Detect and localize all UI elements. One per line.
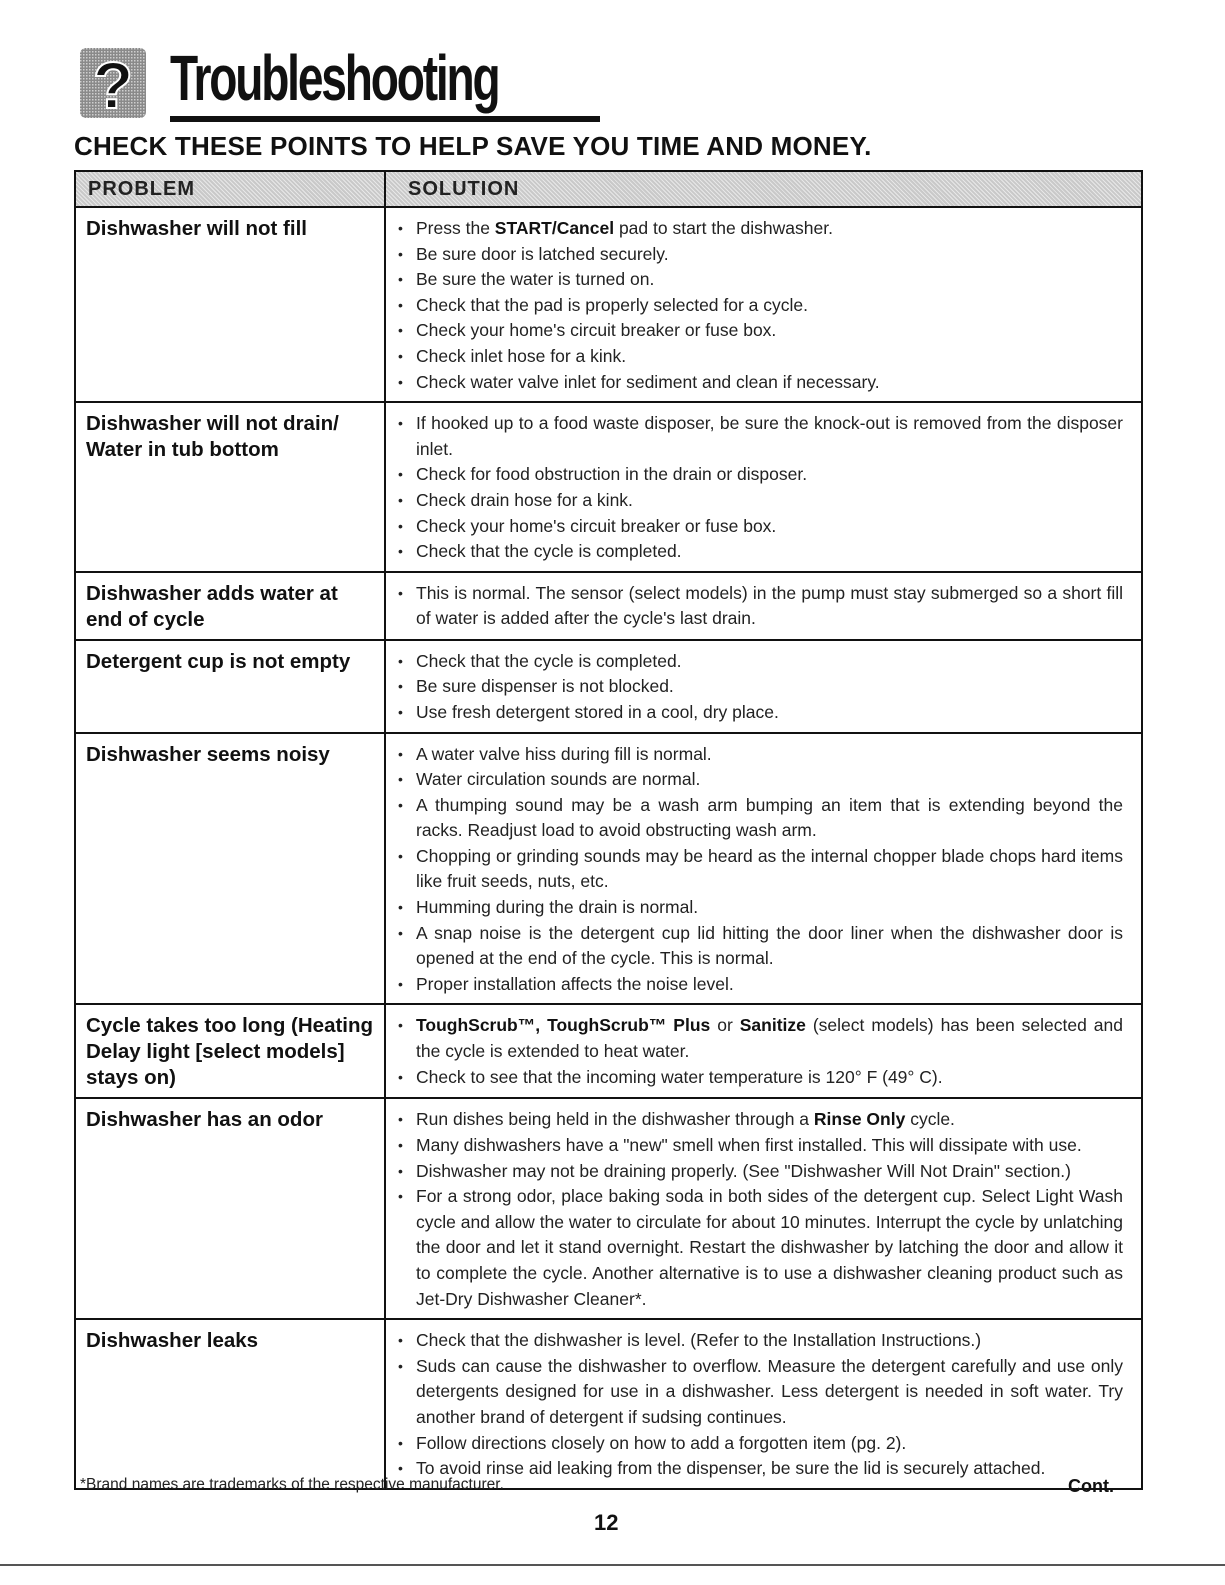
solution-column-header: SOLUTION bbox=[385, 171, 1142, 207]
table-row bbox=[75, 1004, 1142, 1098]
problem-cell: Dishwasher will not fill bbox=[75, 207, 385, 402]
solution-list bbox=[398, 581, 1123, 632]
solution-item bbox=[398, 649, 1123, 675]
solution-cell bbox=[385, 640, 1142, 733]
solution-item bbox=[398, 844, 1123, 895]
solution-item bbox=[398, 242, 1123, 268]
table-row bbox=[75, 572, 1142, 640]
solution-cell bbox=[385, 733, 1142, 1005]
solution-text: Check that the pad is properly selected for a cycle. bbox=[416, 294, 809, 315]
solution-text: Dishwasher may not be draining properly. (See "Dishwasher Will Not Drain" section.) bbox=[416, 1160, 1071, 1181]
solution-item bbox=[398, 581, 1123, 632]
solution-item bbox=[398, 411, 1123, 462]
solution-item bbox=[398, 370, 1123, 396]
svg-text:?: ? bbox=[92, 48, 134, 118]
solution-item bbox=[398, 793, 1123, 844]
solution-item bbox=[398, 539, 1123, 565]
solution-item bbox=[398, 1107, 1123, 1133]
solution-cell bbox=[385, 572, 1142, 640]
solution-text: For a strong odor, place baking soda in both sides of the detergent cup. Select Light Wash cycle and allow the water to circulate for about 10 minutes. Interrupt the cycle by unlatching the door and let it stand overnight. Restart the dishwasher by latching the door and allow it to complete the cycle. Another alternative is to use a dishwasher cleaning product such as Jet-Dry Dishwasher Cleaner*. bbox=[416, 1186, 1123, 1309]
solution-text: or bbox=[710, 1015, 740, 1036]
solution-item bbox=[398, 767, 1123, 793]
solution-text: Humming during the drain is normal. bbox=[416, 897, 699, 918]
solution-text: Check for food obstruction in the drain or disposer. bbox=[416, 464, 808, 485]
solution-text: Check inlet hose for a kink. bbox=[416, 345, 627, 366]
question-mark-icon bbox=[80, 48, 146, 118]
solution-item bbox=[398, 895, 1123, 921]
solution-item bbox=[398, 293, 1123, 319]
solution-cell bbox=[385, 1004, 1142, 1098]
table-row bbox=[75, 640, 1142, 733]
solution-text: If hooked up to a food waste disposer, be sure the knock-out is removed from the disposer inlet. bbox=[416, 413, 1123, 459]
page-subtitle: CHECK THESE POINTS TO HELP SAVE YOU TIME AND MONEY. bbox=[74, 131, 872, 161]
continued-label: Cont. bbox=[1068, 1476, 1114, 1496]
solution-text: Suds can cause the dishwasher to overflow. Measure the detergent carefully and use only detergents designed for use in a dishwasher. Less detergent is needed in soft water. Try another brand of detergent if sudsing continues. bbox=[416, 1355, 1123, 1427]
solution-bold-text: ToughScrub™, ToughScrub™ Plus bbox=[416, 1015, 711, 1036]
solution-list bbox=[398, 1013, 1123, 1090]
solution-bold-text: Sanitize bbox=[739, 1015, 806, 1036]
problem-cell: Dishwasher adds water at end of cycle bbox=[75, 572, 385, 640]
solution-item bbox=[398, 216, 1123, 242]
solution-list bbox=[398, 1107, 1123, 1312]
page-header bbox=[74, 40, 534, 122]
solution-text: Use fresh detergent stored in a cool, dry place. bbox=[416, 701, 779, 722]
solution-text: A snap noise is the detergent cup lid hitting the door liner when the dishwasher door is opened at the end of the cycle. This is normal. bbox=[416, 922, 1123, 969]
solution-item bbox=[398, 1184, 1123, 1312]
solution-list bbox=[398, 649, 1123, 726]
solution-list bbox=[398, 742, 1123, 998]
page-number: 12 bbox=[594, 1510, 619, 1535]
solution-list bbox=[398, 216, 1123, 395]
solution-cell bbox=[385, 402, 1142, 572]
solution-text: Many dishwashers have a "new" smell when first installed. This will dissipate with use. bbox=[416, 1135, 1082, 1156]
table-row bbox=[75, 1319, 1142, 1489]
solution-text: Be sure door is latched securely. bbox=[416, 243, 669, 264]
troubleshooting-table bbox=[74, 170, 1143, 1490]
solution-bold-text: START/Cancel bbox=[494, 218, 615, 238]
problem-column-header: PROBLEM bbox=[75, 171, 385, 207]
solution-text: Water circulation sounds are normal. bbox=[416, 769, 701, 790]
solution-item bbox=[398, 1354, 1123, 1431]
solution-text: Check that the dishwasher is level. (Refer to the Installation Instructions.) bbox=[416, 1330, 982, 1351]
solution-item bbox=[398, 700, 1123, 726]
problem-cell: Cycle takes too long (Heating Delay light [select models] stays on) bbox=[75, 1004, 385, 1098]
page-title: Troubleshooting bbox=[170, 42, 499, 114]
solution-item bbox=[398, 742, 1123, 768]
solution-text: Run dishes being held in the dishwasher through a bbox=[416, 1109, 814, 1130]
solution-text: Be sure dispenser is not blocked. bbox=[416, 676, 674, 697]
solution-text: Check your home's circuit breaker or fuse box. bbox=[416, 515, 777, 536]
solution-item bbox=[398, 921, 1123, 972]
title-underline bbox=[170, 116, 600, 122]
solution-text: Check drain hose for a kink. bbox=[416, 489, 633, 510]
solution-text: cycle. bbox=[905, 1109, 955, 1130]
solution-item bbox=[398, 462, 1123, 488]
solution-list bbox=[398, 1328, 1123, 1482]
table-header-row bbox=[75, 171, 1142, 207]
table-body bbox=[75, 207, 1142, 1489]
solution-cell bbox=[385, 1098, 1142, 1319]
solution-item bbox=[398, 674, 1123, 700]
solution-text: Follow directions closely on how to add a forgotten item (pg. 2). bbox=[416, 1432, 907, 1453]
solution-list bbox=[398, 411, 1123, 565]
problem-cell: Dishwasher will not drain/ Water in tub bottom bbox=[75, 402, 385, 572]
trademark-footnote: *Brand names are trademarks of the respective manufacturer. bbox=[80, 1476, 504, 1493]
solution-text: Press the bbox=[416, 218, 495, 238]
problem-cell: Detergent cup is not empty bbox=[75, 640, 385, 733]
solution-item bbox=[398, 488, 1123, 514]
solution-item bbox=[398, 1456, 1123, 1482]
bottom-divider bbox=[0, 1564, 1225, 1566]
solution-item bbox=[398, 1013, 1123, 1064]
table-row bbox=[75, 402, 1142, 572]
solution-item bbox=[398, 1431, 1123, 1457]
solution-text: Check your home's circuit breaker or fuse box. bbox=[416, 320, 777, 341]
solution-text: This is normal. The sensor (select models) in the pump must stay submerged so a short fill of water is added after the cycle's last drain. bbox=[416, 582, 1123, 629]
problem-cell: Dishwasher seems noisy bbox=[75, 733, 385, 1005]
solution-cell bbox=[385, 207, 1142, 402]
solution-item bbox=[398, 1159, 1123, 1185]
solution-text: A water valve hiss during fill is normal. bbox=[416, 743, 712, 764]
solution-item bbox=[398, 267, 1123, 293]
solution-text: Check to see that the incoming water temperature is 120° F (49° C). bbox=[416, 1066, 943, 1087]
table-row bbox=[75, 733, 1142, 1005]
problem-cell: Dishwasher has an odor bbox=[75, 1098, 385, 1319]
solution-text: Check that the cycle is completed. bbox=[416, 541, 682, 562]
table-row bbox=[75, 207, 1142, 402]
solution-cell bbox=[385, 1319, 1142, 1489]
solution-text: pad to start the dishwasher. bbox=[614, 218, 833, 238]
solution-text: To avoid rinse aid leaking from the dispenser, be sure the lid is securely attached. bbox=[416, 1458, 1046, 1479]
solution-text: A thumping sound may be a wash arm bumping an item that is extending beyond the racks. Readjust load to avoid obstructing wash arm. bbox=[416, 794, 1123, 841]
problem-cell: Dishwasher leaks bbox=[75, 1319, 385, 1489]
solution-item bbox=[398, 1065, 1123, 1091]
table-row bbox=[75, 1098, 1142, 1319]
solution-item bbox=[398, 1328, 1123, 1354]
solution-item bbox=[398, 318, 1123, 344]
solution-text: (select models) has been selected and the cycle is extended to heat water. bbox=[416, 1015, 1123, 1062]
solution-bold-text: Rinse Only bbox=[813, 1109, 906, 1130]
solution-text: Check water valve inlet for sediment and clean if necessary. bbox=[416, 371, 880, 392]
solution-item bbox=[398, 972, 1123, 998]
solution-item bbox=[398, 344, 1123, 370]
solution-text: Proper installation affects the noise level. bbox=[416, 973, 734, 994]
solution-item bbox=[398, 1133, 1123, 1159]
solution-text: Check that the cycle is completed. bbox=[416, 650, 682, 671]
solution-text: Be sure the water is turned on. bbox=[416, 269, 655, 290]
solution-item bbox=[398, 514, 1123, 540]
solution-text: Chopping or grinding sounds may be heard as the internal chopper blade chops hard items like fruit seeds, nuts, etc. bbox=[416, 845, 1123, 892]
